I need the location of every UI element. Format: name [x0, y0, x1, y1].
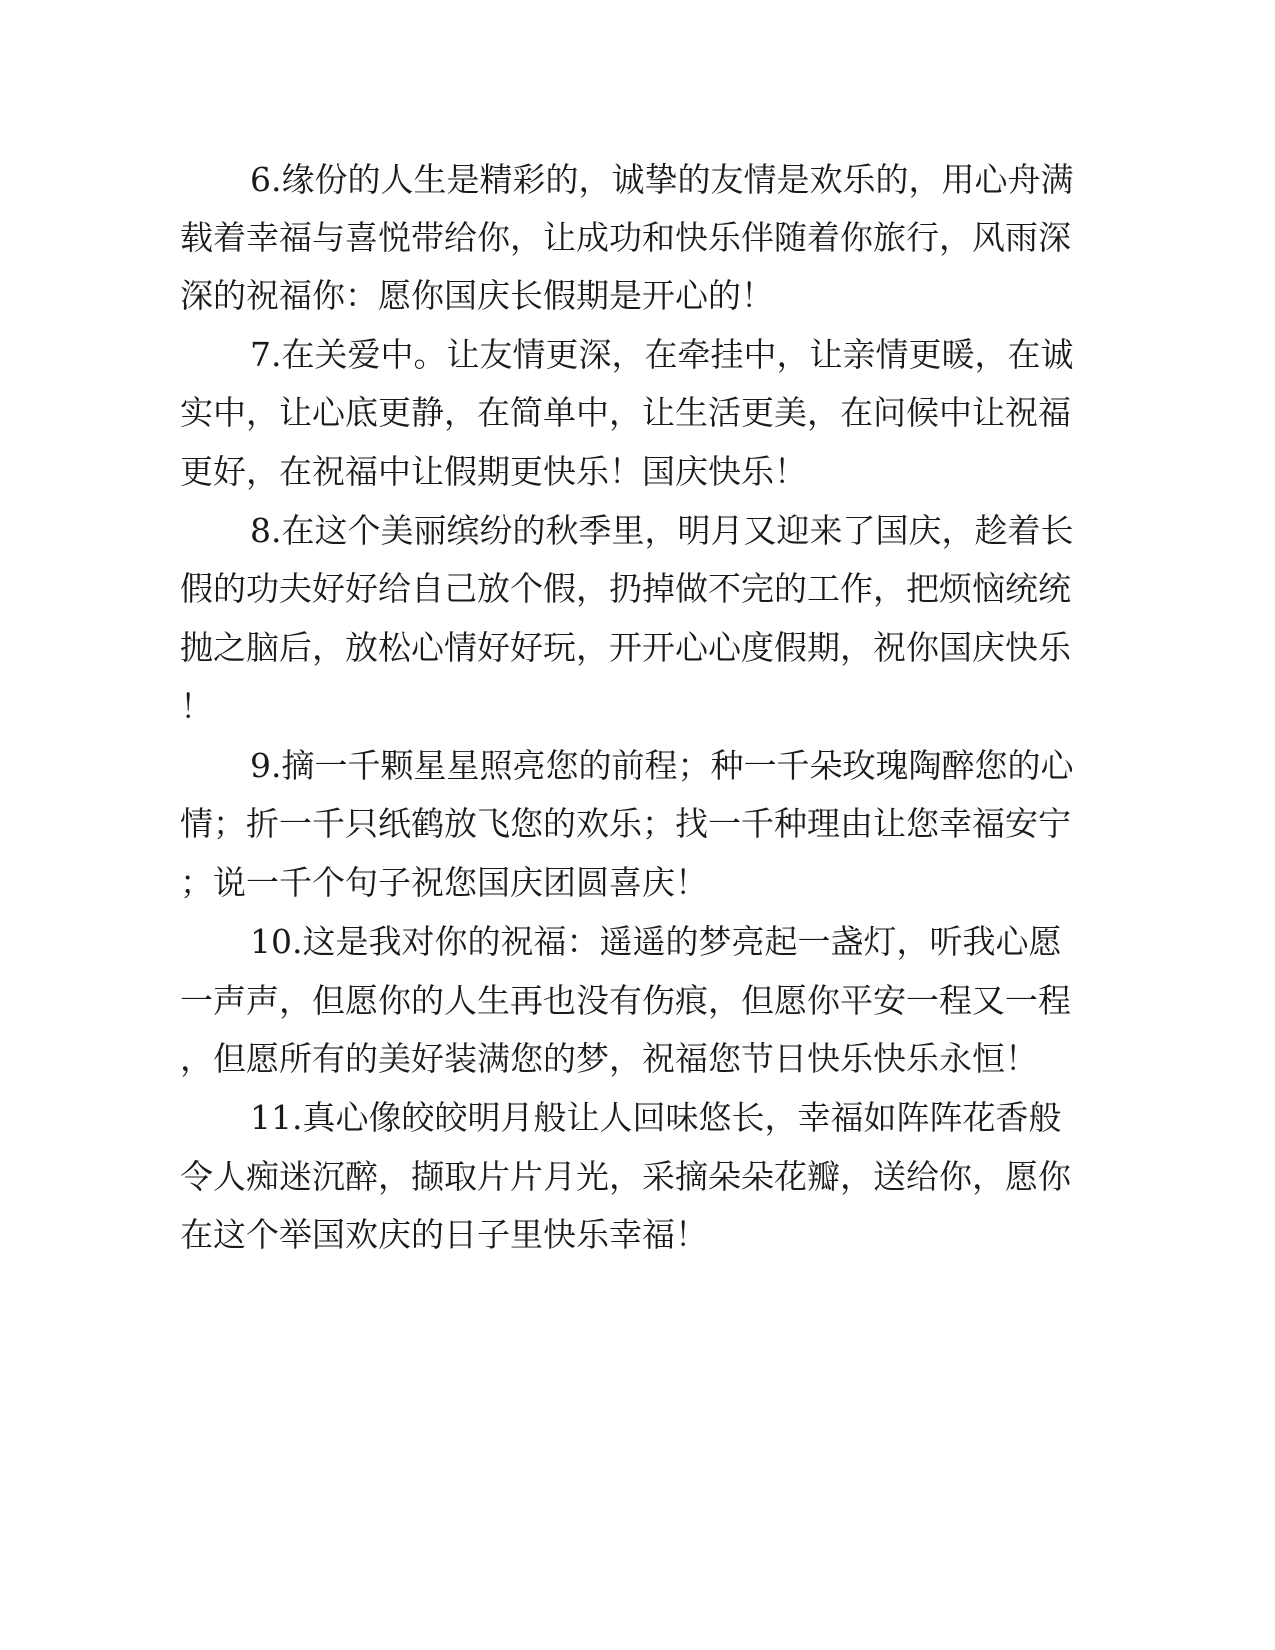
paragraph-7-line-2: 实中，让心底更静，在简单中，让生活更美，在问候中让祝福 [180, 393, 1071, 432]
paragraph-8-line-4: ！ [180, 687, 213, 726]
paragraph-7-line-3: 更好，在祝福中让假期更快乐！国庆快乐！ [180, 452, 807, 491]
paragraph-6-line-2: 载着幸福与喜悦带给你，让成功和快乐伴随着你旅行，风雨深 [180, 218, 1071, 257]
paragraph-11-line-2: 令人痴迷沉醉，撷取片片月光，采摘朵朵花瓣，送给你，愿你 [180, 1157, 1071, 1196]
paragraph-10-line-3: ，但愿所有的美好装满您的梦，祝福您节日快乐快乐永恒！ [180, 1039, 1038, 1078]
paragraph-8-line-2: 假的功夫好好给自己放个假，扔掉做不完的工作，把烦恼统统 [180, 569, 1071, 608]
paragraph-9-line-2: 情；折一千只纸鹤放飞您的欢乐；找一千种理由让您幸福安宁 [180, 804, 1071, 843]
paragraph-10-line-2: 一声声，但愿你的人生再也没有伤痕，但愿你平安一程又一程 [180, 981, 1071, 1020]
paragraph-6-line-3: 深的祝福你：愿你国庆长假期是开心的！ [180, 276, 774, 315]
paragraph-10-line-1: 10.这是我对你的祝福：遥遥的梦亮起一盏灯，听我心愿 [250, 922, 1062, 961]
paragraph-11-line-3: 在这个举国欢庆的日子里快乐幸福！ [180, 1215, 708, 1254]
paragraph-9-line-1: 9.摘一千颗星星照亮您的前程；种一千朵玫瑰陶醉您的心 [250, 746, 1074, 785]
paragraph-8-line-3: 抛之脑后，放松心情好好玩，开开心心度假期，祝你国庆快乐 [180, 628, 1071, 667]
paragraph-9-line-3: ；说一千个句子祝您国庆团圆喜庆！ [180, 863, 708, 902]
paragraph-8-line-1: 8.在这个美丽缤纷的秋季里，明月又迎来了国庆，趁着长 [250, 511, 1074, 550]
paragraph-6-line-1: 6.缘份的人生是精彩的，诚挚的友情是欢乐的，用心舟满 [250, 160, 1074, 199]
paragraph-11-line-1: 11.真心像皎皎明月般让人回味悠长，幸福如阵阵花香般 [250, 1098, 1062, 1137]
paragraph-7-line-1: 7.在关爱中。让友情更深，在牵挂中，让亲情更暖，在诚 [250, 335, 1074, 374]
